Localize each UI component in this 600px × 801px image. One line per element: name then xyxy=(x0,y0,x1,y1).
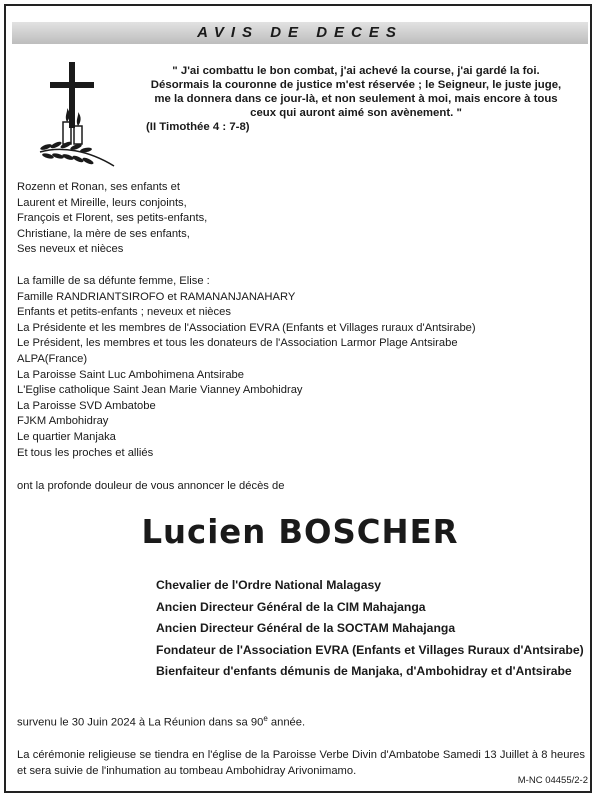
announcement-intro: ont la profonde douleur de vous annoncer le décès de xyxy=(17,480,285,492)
death-statement xyxy=(17,714,305,729)
verse-line: me la donnera dans ce jour-là, et non seulement à moi, mais encore à tous xyxy=(154,93,558,105)
reference-code: M-NC 04455/2-2 xyxy=(517,775,588,786)
verse-line: Désormais la couronne de justice m'est réservée ; le Seigneur, le juste juge, xyxy=(150,79,562,91)
list-item: Famille RANDRIANTSIROFO et RAMANANJANAHARY xyxy=(17,290,296,303)
list-item: FJKM Ambohidray xyxy=(17,415,109,428)
list-item: L'Eglise catholique Saint Jean Marie Vianney Ambohidray xyxy=(17,384,303,397)
list-item: ALPA(France) xyxy=(17,352,88,365)
ordinal-suffix: e xyxy=(263,714,268,723)
list-item: François et Florent, ses petits-enfants, xyxy=(17,212,208,225)
title-item: Fondateur de l'Association EVRA (Enfants et Villages Ruraux d'Antsirabe) xyxy=(156,642,584,657)
death-text: survenu le 30 Juin 2024 à La Réunion dans sa 90 xyxy=(17,716,264,729)
verse-line: ceux qui auront aimé son avènement. " xyxy=(250,107,462,119)
notice-title: AVIS DE DECES xyxy=(197,24,403,41)
list-item: Le quartier Manjaka xyxy=(17,430,116,443)
bible-verse xyxy=(146,64,566,134)
deceased-name: Lucien BOSCHER xyxy=(141,512,459,551)
death-text-end: année. xyxy=(267,716,306,729)
verse-line: " J'ai combattu le bon combat, j'ai achevé la course, j'ai gardé la foi. xyxy=(172,65,540,77)
list-item: Enfants et petits-enfants ; neveux et nièces xyxy=(17,306,231,319)
title-item: Ancien Directeur Général de la SOCTAM Mahajanga xyxy=(156,621,456,635)
list-item: La Paroisse SVD Ambatobe xyxy=(17,399,156,412)
title-item: Chevalier de l'Ordre National Malagasy xyxy=(156,578,382,592)
notice-header xyxy=(12,22,588,44)
list-item: Ses neveux et nièces xyxy=(17,243,124,256)
deceased-titles xyxy=(156,575,584,683)
others-list xyxy=(17,274,476,461)
title-item: Ancien Directeur Général de la CIM Mahajanga xyxy=(156,599,426,614)
family-list xyxy=(17,180,207,258)
cross-candle-icon xyxy=(36,60,126,172)
list-item: Rozenn et Ronan, ses enfants et xyxy=(17,181,180,193)
list-item: La Paroisse Saint Luc Ambohimena Antsirabe xyxy=(17,368,244,381)
list-item: Et tous les proches et alliés xyxy=(17,446,154,459)
title-item: Bienfaiteur d'enfants démunis de Manjaka, d'Ambohidray et d'Antsirabe xyxy=(156,664,572,678)
list-item: Christiane, la mère de ses enfants, xyxy=(17,227,190,240)
list-item: La famille de sa défunte femme, Elise : xyxy=(17,275,210,287)
ceremony-details: La cérémonie religieuse se tiendra en l'église de la Paroisse Verbe Divin d'Ambatobe Samedi 13 Juillet à 8 heures et sera suivie de l'inhumation au tombeau Ambohidray Arivonimamo. xyxy=(17,749,585,777)
list-item: Laurent et Mireille, leurs conjoints, xyxy=(17,196,187,209)
verse-reference: (II Timothée 4 : 7-8) xyxy=(146,121,250,133)
list-item: Le Président, les membres et tous les donateurs de l'Association Larmor Plage Antsirabe xyxy=(17,337,458,350)
list-item: La Présidente et les membres de l'Association EVRA (Enfants et Villages ruraux d'Antsirabe) xyxy=(17,321,476,334)
